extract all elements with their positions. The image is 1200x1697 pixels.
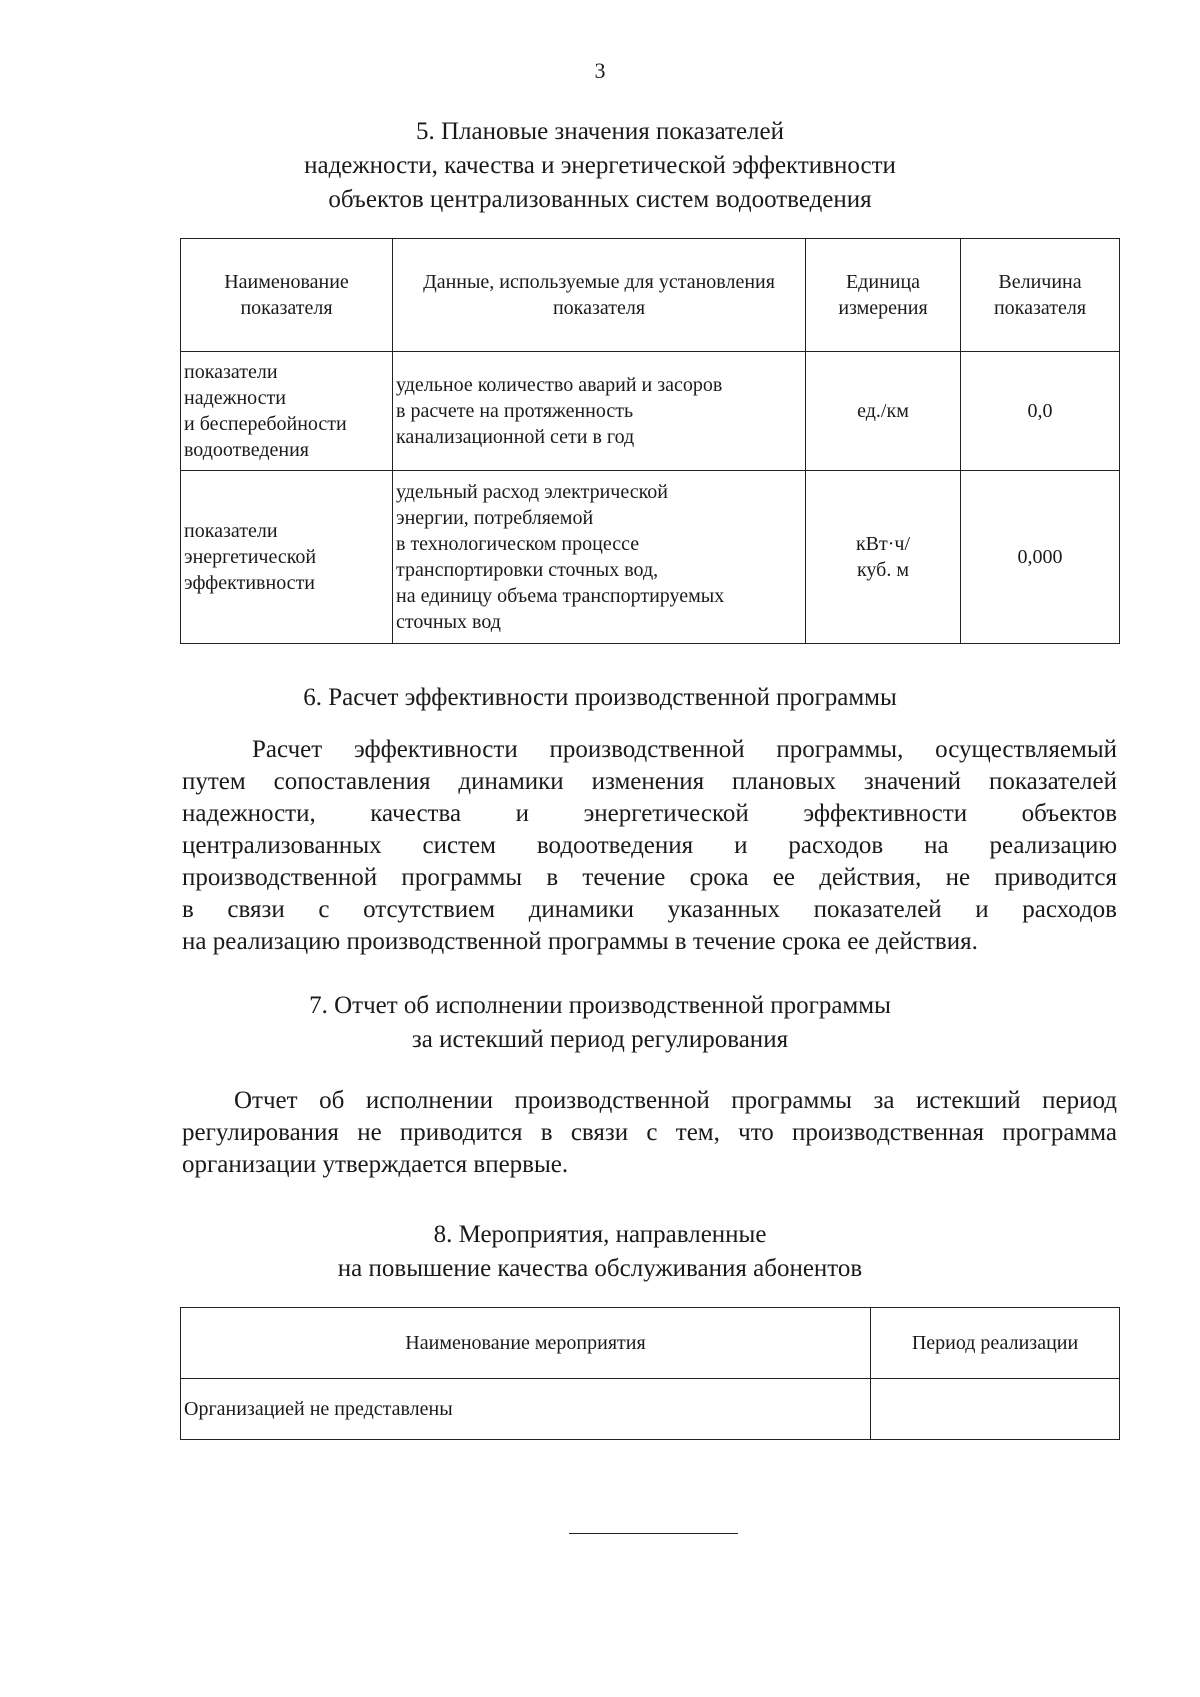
indicator-unit: кВт·ч/ куб. м	[806, 471, 961, 644]
measure-name: Организацией не представлены	[181, 1379, 871, 1440]
table-row	[181, 1379, 1120, 1440]
table-row	[181, 352, 1120, 471]
section-8-title: 8. Мероприятия, направленные на повышение качества обслуживания абонентов	[337, 1221, 863, 1282]
header-period: Период реализации	[871, 1308, 1120, 1379]
section-7-paragraph: Отчет об исполнении производственной программы за истекший период регулирования не приводится в связи с тем, что производственная программа организации утверждается впервые.	[182, 1087, 1117, 1178]
indicator-value: 0,000	[961, 471, 1120, 644]
end-divider-line	[569, 1533, 738, 1534]
section-6-paragraph: Расчет эффективности производственной программы, осуществляемый путем сопоставления динамики изменения плановых значений показателей надежности, качества и энергетической эффективности объектов централизованных систем водоотведения и расходов на реализацию производственной программы в течение срока ее действия, не приводится в связи с отсутствием динамики указанных показателей и расходов на реализацию производственной программы в течение срока ее действия.	[182, 736, 1117, 955]
header-unit: Единица измерения	[806, 239, 961, 352]
indicator-unit: ед./км	[806, 352, 961, 471]
measure-period	[871, 1379, 1120, 1440]
page-number: 3	[594, 58, 606, 83]
indicator-data: удельное количество аварий и засоров в расчете на протяженность канализационной сети в год	[393, 352, 806, 471]
header-value: Величина показателя	[961, 239, 1120, 352]
measures-table	[180, 1307, 1120, 1440]
section-5-title: 5. Плановые значения показателей надежности, качества и энергетической эффективности объектов централизованных систем водоотведения	[304, 118, 896, 213]
header-indicator-name: Наименование показателя	[181, 239, 393, 352]
header-indicator-data: Данные, используемые для установления показателя	[393, 239, 806, 352]
section-6-title: 6. Расчет эффективности производственной программы	[303, 684, 897, 711]
indicator-name: показатели надежности и бесперебойности водоотведения	[181, 352, 393, 471]
section-7-title: 7. Отчет об исполнении производственной программы за истекший период регулирования	[309, 992, 891, 1053]
indicator-value: 0,0	[961, 352, 1120, 471]
table-row	[181, 471, 1120, 644]
indicator-name: показатели энергетической эффективности	[181, 471, 393, 644]
indicators-table	[180, 238, 1120, 644]
header-measure-name: Наименование мероприятия	[181, 1308, 871, 1379]
indicator-data: удельный расход электрической энергии, потребляемой в технологическом процессе транспортировки сточных вод, на единицу объема транспортируемых сточных вод	[393, 471, 806, 644]
